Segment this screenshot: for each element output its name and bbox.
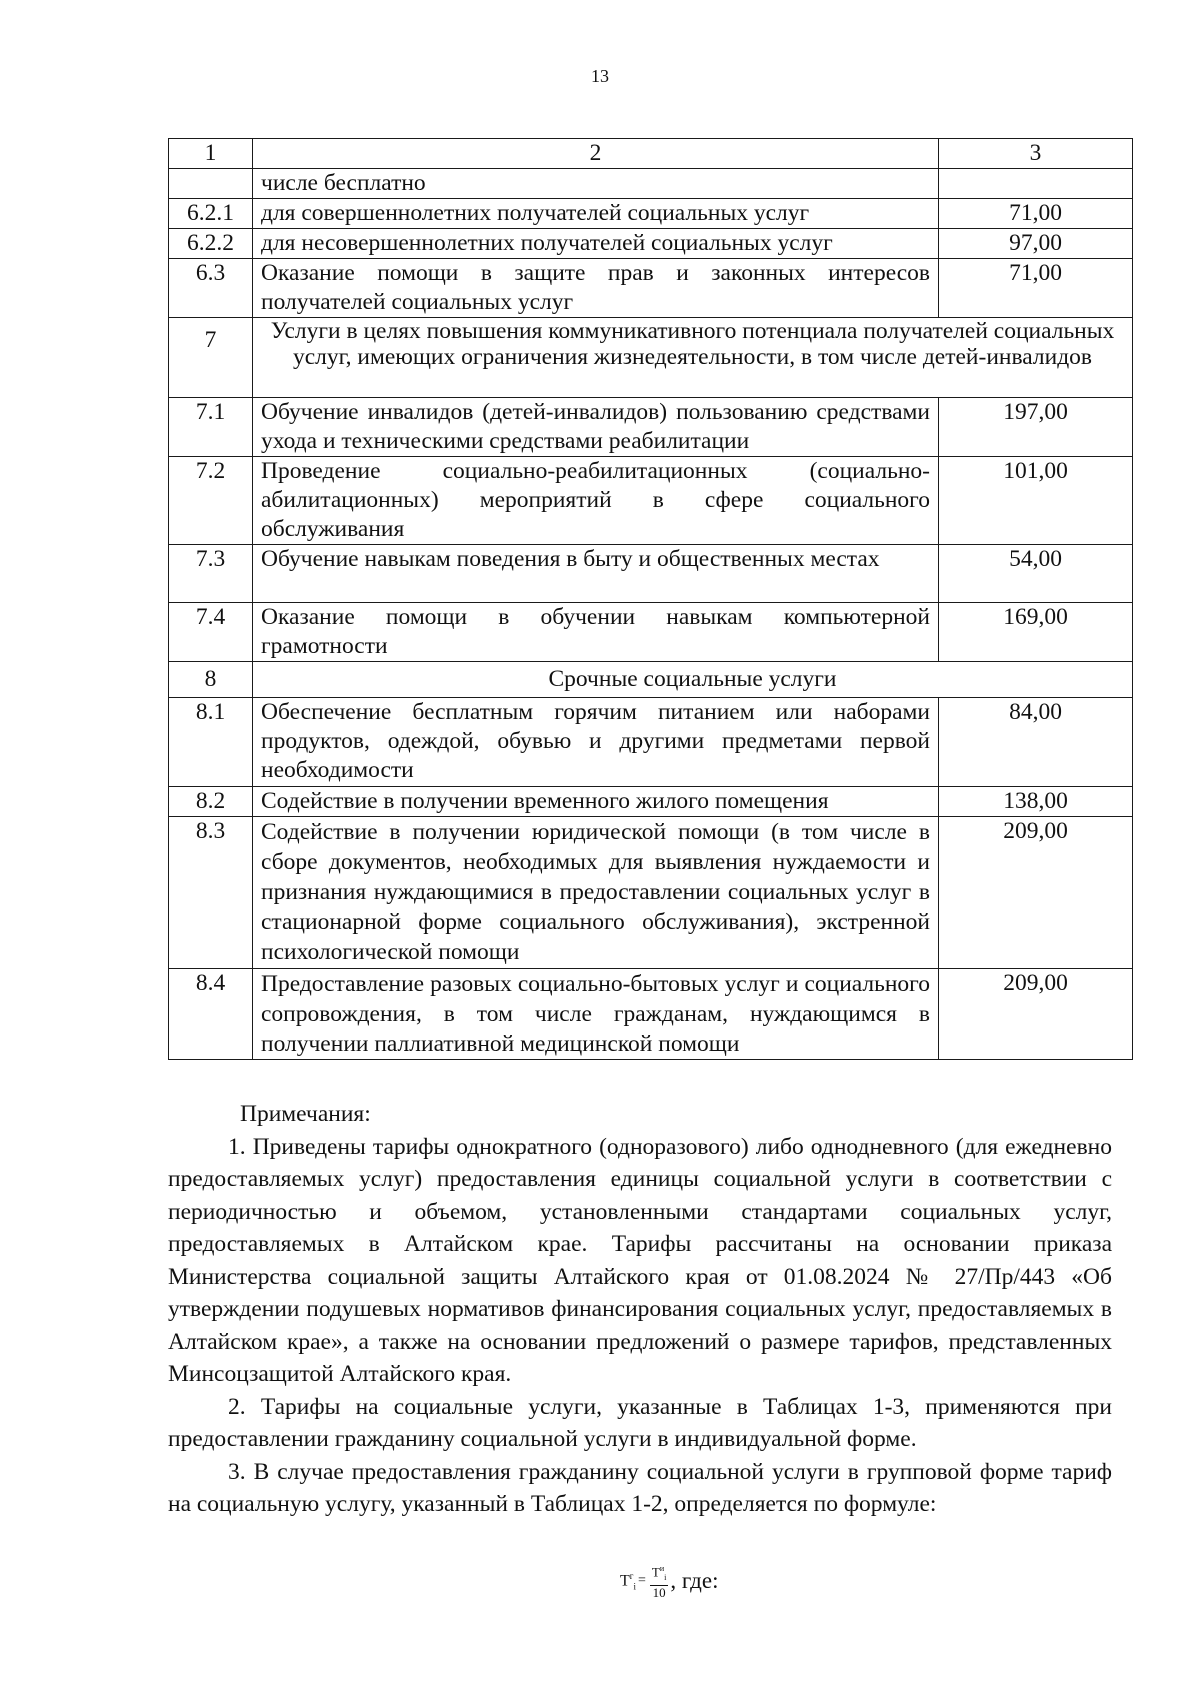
formula-num-sup: и bbox=[659, 1564, 665, 1573]
row-number: 7.4 bbox=[169, 603, 253, 662]
notes-title: Примечания: bbox=[240, 1101, 371, 1127]
row-price: 209,00 bbox=[939, 817, 1133, 969]
table-row bbox=[169, 969, 1133, 1060]
row-number: 6.2.1 bbox=[169, 199, 253, 229]
formula-equals: = bbox=[638, 1572, 646, 1588]
table-row bbox=[169, 603, 1133, 662]
header-col-3: 3 bbox=[939, 139, 1133, 169]
row-number: 8.2 bbox=[169, 787, 253, 817]
page-number: 13 bbox=[591, 66, 609, 86]
table-row bbox=[169, 259, 1133, 318]
row-number: 6.2.2 bbox=[169, 229, 253, 259]
row-price: 101,00 bbox=[939, 457, 1133, 545]
row-description: для несовершеннолетних получателей социальных услуг bbox=[253, 229, 939, 259]
row-price: 84,00 bbox=[939, 698, 1133, 787]
note-item-1: 1. Приведены тарифы однократного (одноразового) либо однодневного (для ежедневно предоставляемых услуг) предоставления единицы социальной услуги в соответствии с периодичностью и объемом, установленными стандартами социальных услуг, предоставляемых в Алтайском крае. Тарифы рассчитаны на основании приказа Министерства социальной защиты Алтайского края от 01.08.2024 № 27/Пр/443 «Об утверждении подушевых нормативов финансирования социальных услуг, предоставляемых в Алтайском крае», а также на основании предложений о размере тарифов, представленных Минсоцзащитой Алтайского края. bbox=[168, 1133, 1112, 1387]
table-row bbox=[169, 457, 1133, 545]
row-description: Проведение социально-реабилитационных (социально-абилитационных) мероприятий в сфере социального обслуживания bbox=[253, 457, 939, 545]
row-price: 197,00 bbox=[939, 398, 1133, 457]
row-description: числе бесплатно bbox=[253, 169, 939, 199]
formula-denominator: 10 bbox=[652, 1584, 666, 1600]
row-description: Оказание помощи в обучении навыкам компьютерной грамотности bbox=[253, 603, 939, 662]
row-price: 138,00 bbox=[939, 787, 1133, 817]
tariff-formula bbox=[620, 1562, 718, 1600]
row-price: 169,00 bbox=[939, 603, 1133, 662]
note-item-2: 2. Тарифы на социальные услуги, указанные в Таблицах 1-3, применяются при предоставлении гражданину социальной услуги в индивидуальной форме. bbox=[168, 1393, 1112, 1452]
row-description: Оказание помощи в защите прав и законных интересов получателей социальных услуг bbox=[253, 259, 939, 318]
formula-fraction bbox=[650, 1562, 668, 1600]
table-row bbox=[169, 787, 1133, 817]
row-price: 209,00 bbox=[939, 969, 1133, 1060]
row-price: 71,00 bbox=[939, 199, 1133, 229]
table-row bbox=[169, 698, 1133, 787]
section-number: 7 bbox=[169, 318, 253, 398]
section-row bbox=[169, 318, 1133, 398]
section-title: Услуги в целях повышения коммуникативного потенциала получателей социальных услуг, имеющих ограничения жизнедеятельности, в том числе детей-инвалидов bbox=[253, 318, 1133, 398]
formula-num-base: T bbox=[651, 1564, 660, 1580]
formula-num-sub: i bbox=[664, 1572, 667, 1582]
table-row bbox=[169, 817, 1133, 969]
row-description: Предоставление разовых социально-бытовых услуг и социального сопровождения, в том числе гражданам, нуждающимся в получении паллиативной медицинской помощи bbox=[253, 969, 939, 1060]
formula-numerator bbox=[650, 1562, 668, 1586]
table-row bbox=[169, 398, 1133, 457]
header-col-1: 1 bbox=[169, 139, 253, 169]
section-number: 8 bbox=[169, 662, 253, 698]
row-price: 97,00 bbox=[939, 229, 1133, 259]
row-number bbox=[169, 169, 253, 199]
formula-lhs bbox=[620, 1571, 636, 1592]
row-price: 54,00 bbox=[939, 545, 1133, 603]
row-description: Содействие в получении временного жилого помещения bbox=[253, 787, 939, 817]
row-number: 7.1 bbox=[169, 398, 253, 457]
row-description: Содействие в получении юридической помощи (в том числе в сборе документов, необходимых для выявления нуждаемости и признания нуждающимися в предоставлении социальных услуг в стационарной форме социального обслуживания), экстренной психологической помощи bbox=[253, 817, 939, 969]
formula-lhs-sub: i bbox=[633, 1581, 636, 1592]
row-number: 8.3 bbox=[169, 817, 253, 969]
row-number: 8.4 bbox=[169, 969, 253, 1060]
formula-suffix: , где: bbox=[670, 1567, 719, 1593]
row-number: 7.3 bbox=[169, 545, 253, 603]
row-number: 8.1 bbox=[169, 698, 253, 787]
table-row bbox=[169, 545, 1133, 603]
tariff-table bbox=[168, 138, 1133, 1060]
row-price bbox=[939, 169, 1133, 199]
table-row bbox=[169, 169, 1133, 199]
formula-lhs-base: T bbox=[620, 1572, 630, 1590]
table-row bbox=[169, 229, 1133, 259]
row-description: Обучение инвалидов (детей-инвалидов) пользованию средствами ухода и техническими средствами реабилитации bbox=[253, 398, 939, 457]
row-price: 71,00 bbox=[939, 259, 1133, 318]
header-col-2: 2 bbox=[253, 139, 939, 169]
section-title: Срочные социальные услуги bbox=[253, 662, 1133, 698]
section-row bbox=[169, 662, 1133, 698]
formula-lhs-sup: г bbox=[629, 1570, 634, 1581]
notes-section bbox=[168, 1098, 1112, 1521]
row-description: Обучение навыкам поведения в быту и общественных местах bbox=[253, 545, 939, 603]
row-number: 6.3 bbox=[169, 259, 253, 318]
row-description: для совершеннолетних получателей социальных услуг bbox=[253, 199, 939, 229]
table-row bbox=[169, 199, 1133, 229]
row-description: Обеспечение бесплатным горячим питанием или наборами продуктов, одеждой, обувью и другими предметами первой необходимости bbox=[253, 698, 939, 787]
note-item-3: 3. В случае предоставления гражданину социальной услуги в групповой форме тариф на социальную услугу, указанный в Таблицах 1-2, определяется по формуле: bbox=[168, 1458, 1112, 1517]
table-header-row bbox=[169, 139, 1133, 169]
row-number: 7.2 bbox=[169, 457, 253, 545]
